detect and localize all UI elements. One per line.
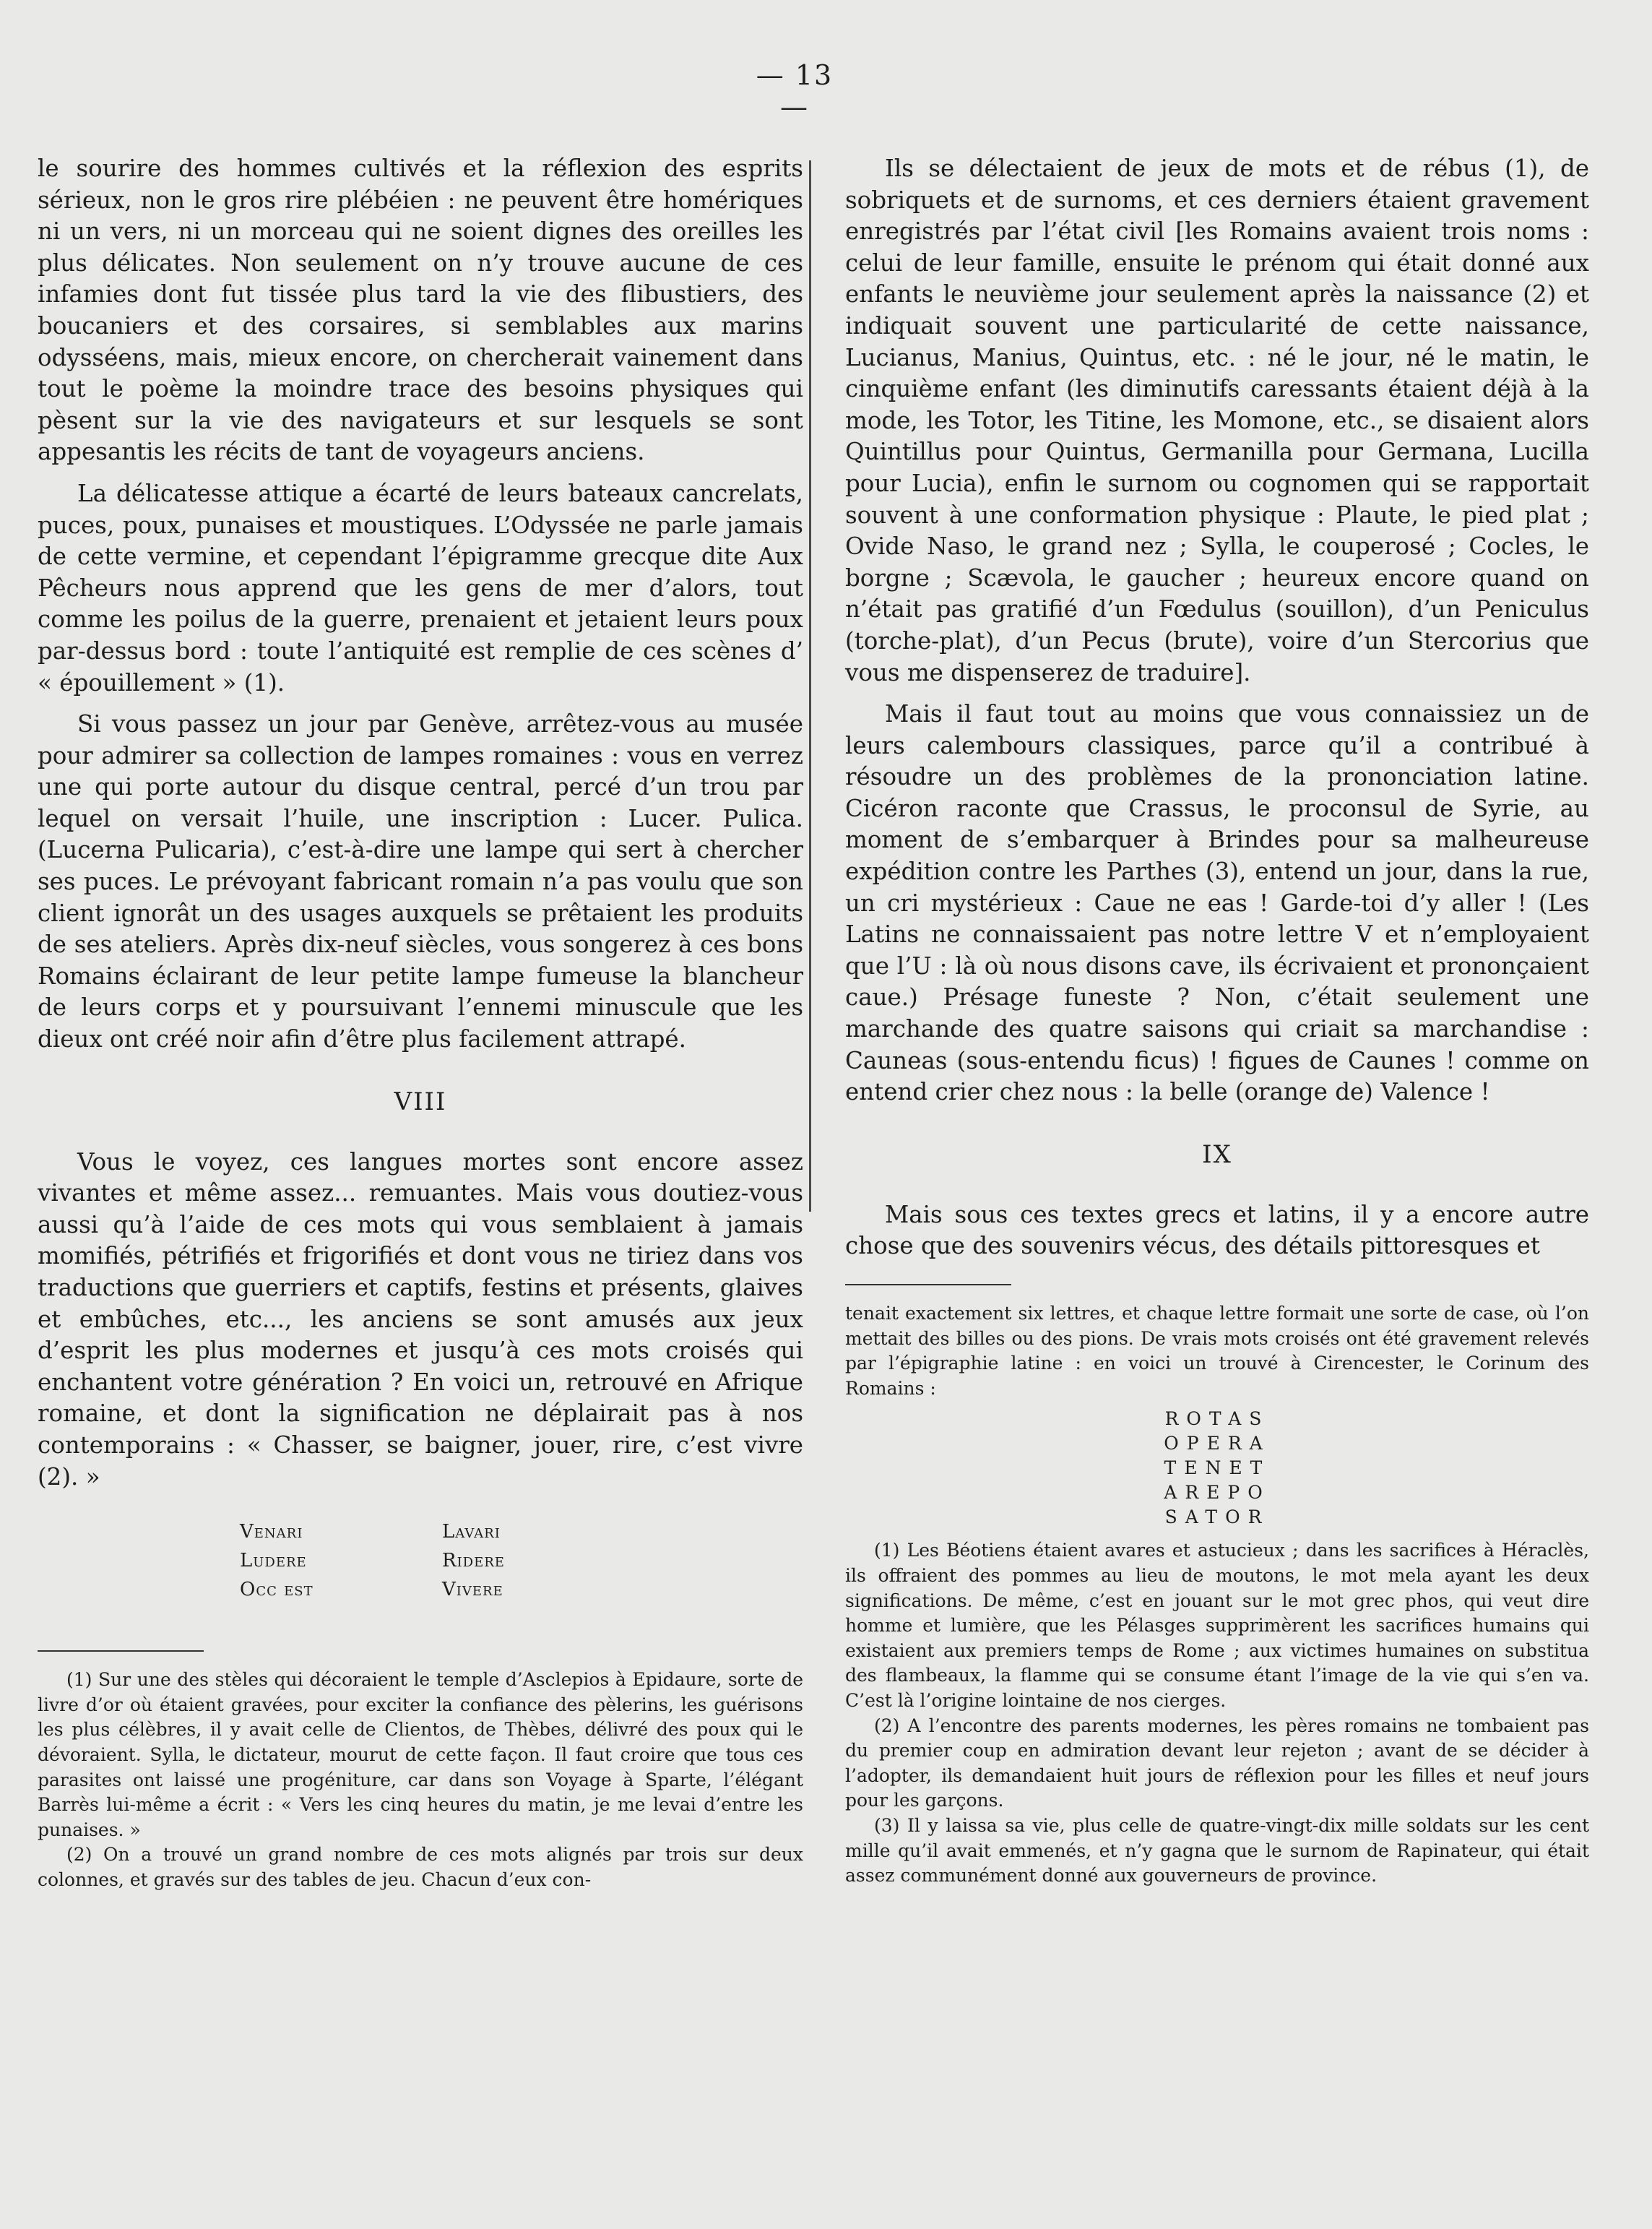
footnote: (2) A l’encontre des parents modernes, les pères romains ne tombaient pas du premier coup en admiration devant leur rejeton ; avant de se décider à l’adopter, ils demandaient huit jours de réflexion pour les filles et neuf jours pour les garçons. (845, 1715, 1589, 1811)
footnote-rule (38, 1650, 204, 1652)
sator-row: OPERA (1164, 1433, 1271, 1454)
page-number: — 13 — (756, 59, 834, 123)
footnote: (1) Sur une des stèles qui décoraient le temple d’Asclepios à Epidaure, sorte de livre d’or où étaient gravées, pour exciter la confiance des pèlerins, les guérisons les plus célèbres, il y avait celle de Clientos, de Thèbes, délivré des poux qui le dévoraient. Sylla, le dictateur, mourut de cette façon. Il faut croire que tous ces parasites ont laissé une progéniture, car dans son Voyage à Sparte, l’élégant Barrès lui-même a écrit : « Vers les cinq heures du matin, je me levai d’entre les punaises. » (38, 1669, 803, 1840)
body-paragraph: Si vous passez un jour par Genève, arrêtez-vous au musée pour admirer sa collection de lampes romaines : vous en verrez une qui porte autour du disque central, percé d’un trou par lequel on versait l’huile, une inscription : Lucer. Pulica. (Lucerna Pulicaria), c’est-à-dire une lampe qui sert à chercher ses puces. Le prévoyant fabricant romain n’a pas voulu que son client ignorât un des usages auxquels se prêtaient les produits de ses ateliers. Après dix-neuf siècles, vous songerez à ces bons Romains éclairant de leur petite lampe fumeuse la blancheur de leurs corps et y poursuivant l’ennemi minuscule que les dieux ont créé noir afin d’être plus facilement attrapé. (38, 710, 803, 1053)
sator-row: TENET (1164, 1457, 1271, 1479)
latin-word: Ludere (240, 1550, 307, 1572)
latin-word: Occ est (240, 1579, 313, 1601)
body-paragraph: Mais sous ces textes grecs et latins, il y a encore autre chose que des souvenirs vécus, des détails pittoresques et (845, 1200, 1589, 1260)
body-paragraph: Ils se délectaient de jeux de mots et de rébus (1), de sobriquets et de surnoms, et ces derniers étaient gravement enregistrés par l’état civil [les Romains avaient trois noms : celui de leur famille, ensuite le prénom qui était donné aux enfants le neuvième jour seulement après la naissance (2) et indiquait souvent une particularité de cette naissance, Lucianus, Manius, Quintus, etc. : né le jour, né le matin, le cinquième enfant (les diminutifs caressants étaient déjà à la mode, les Totor, les Titine, les Momone, etc., se disaient alors Quintillus pour Quintus, Germanilla pour Germana, Lucilla pour Lucia), enfin le surnom ou cognomen qui se rapportait souvent à une conformation physique : Plaute, le pied plat ; Ovide Naso, le grand nez ; Sylla, le couperosé ; Cocles, le borgne ; Scævola, le gaucher ; heureux encore quand on n’était pas gratifié d’un Fœdulus (souillon), d’un Peniculus (torche-plat), d’un Pecus (brute), voire d’un Stercorius que vous me dispenserez de traduire]. (845, 155, 1589, 686)
section-heading: IX (1202, 1139, 1232, 1169)
body-paragraph: Mais il faut tout au moins que vous connaissiez un de leurs calembours classiques, parce qu’il a contribué à résoudre un des problèmes de la prononciation latine. Cicéron raconte que Crassus, le proconsul de Syrie, au moment de s’embarquer à Brindes pour sa malheureuse expédition contre les Parthes (3), entend un jour, dans la rue, un cri mystérieux : Caue ne eas ! Garde-toi d’y aller ! (Les Latins ne connaissaient pas notre lettre V et n’employaient que l’U : là où nous disons cave, ils écrivaient et prononçaient caue.) Présage funeste ? Non, c’était seulement une marchande des quatre saisons qui criait sa marchandise : Cauneas (sous-entendu ficus) ! figues de Caunes ! comme on entend crier chez nous : la belle (orange de) Valence ! (845, 700, 1589, 1106)
footnote: (3) Il y laissa sa vie, plus celle de quatre-vingt-dix mille soldats sur les cent mille qu’il avait emmenés, et n’y gagna que le surnom de Rapinateur, qui était assez communément donné aux gouverneurs de province. (845, 1814, 1589, 1887)
body-paragraph: le sourire des hommes cultivés et la réflexion des esprits sérieux, non le gros rire plébéien : ne peuvent être homériques ni un vers, ni un morceau qui ne soient dignes des oreilles les plus délicates. Non seulement on n’y trouve aucune de ces infamies dont fut tissée plus tard la vie des flibustiers, des boucaniers et des corsaires, si semblables aux marins odysséens, mais, mieux encore, on chercherait vainement dans tout le poème la moindre trace des besoins physiques qui pèsent sur la vie des navigateurs et sur lesquels se sont appesantis les récits de tant de voyageurs anciens. (38, 155, 803, 466)
sator-row: SATOR (1164, 1506, 1270, 1528)
latin-word: Venari (240, 1521, 303, 1543)
body-paragraph: Vous le voyez, ces langues mortes sont encore assez vivantes et même assez... remuantes. Mais vous doutiez-vous aussi qu’à l’aide de ces mots qui vous semblaient à jamais momifiés, pétrifiés et frigorifiés et dont vous ne tiriez dans vos traductions que guerriers et captifs, festins et présents, glaives et embûches, etc..., les anciens se sont amusés aux jeux d’esprit les plus modernes et jusqu’à ces mots croisés qui enchantent votre génération ? En voici un, retrouvé en Afrique romaine, et dont la signification ne déplairait pas à nos contemporains : « Chasser, se baigner, jouer, rire, c’est vivre (2). » (38, 1147, 803, 1491)
footnote: (2) On a trouvé un grand nombre de ces mots alignés par trois sur deux colonnes, et gravés sur des tables de jeu. Chacun d’eux con- (38, 1844, 803, 1890)
latin-word: Ridere (442, 1550, 505, 1572)
left-column (38, 153, 803, 1893)
body-paragraph: La délicatesse attique a écarté de leurs bateaux cancrelats, puces, poux, punaises et moustiques. L’Odyssée ne parle jamais de cette vermine, et cependant l’épigramme grecque dite Aux Pêcheurs nous apprend que les gens de mer d’alors, tout comme les poilus de la guerre, prenaient et jetaient leurs poux par-dessus bord : toute l’antiquité est remplie de ces scènes d’ « épouillement » (1). (38, 479, 803, 697)
footnote: (1) Les Béotiens étaient avares et astucieux ; dans les sacrifices à Héraclès, ils offraient des pommes au lieu de moutons, le mot mela ayant les deux significations. De même, c’est en jouant sur le mot grec phos, qui veut dire homme et lumière, que les Pélasges supprimèrent les sacrifices humains qui existaient aux premiers temps de Rome ; aux victimes humaines on substitua des flambeaux, la flamme qui se consume étant l’image de la vie qui s’en va. C’est là l’origine lointaine de nos cierges. (845, 1540, 1589, 1711)
column-divider (809, 160, 811, 1212)
latin-word: Lavari (442, 1521, 501, 1543)
sator-square (1156, 1407, 1279, 1530)
footnote-rule (845, 1284, 1011, 1285)
section-heading: VIII (394, 1087, 447, 1116)
right-column (845, 153, 1589, 1889)
latin-word: Vivere (442, 1579, 503, 1601)
sator-row: AREPO (1164, 1482, 1271, 1504)
sator-row: ROTAS (1164, 1408, 1270, 1430)
footnote-continuation: tenait exactement six lettres, et chaque lettre formait une sorte de case, où l’on mettait des billes ou des pions. De vrais mots croisés ont été gravement relevés par l’épigraphie latine : en voici un trouvé à Cirencester, le Corinum des Romains : (845, 1303, 1589, 1399)
latin-word-grid (38, 1517, 803, 1604)
